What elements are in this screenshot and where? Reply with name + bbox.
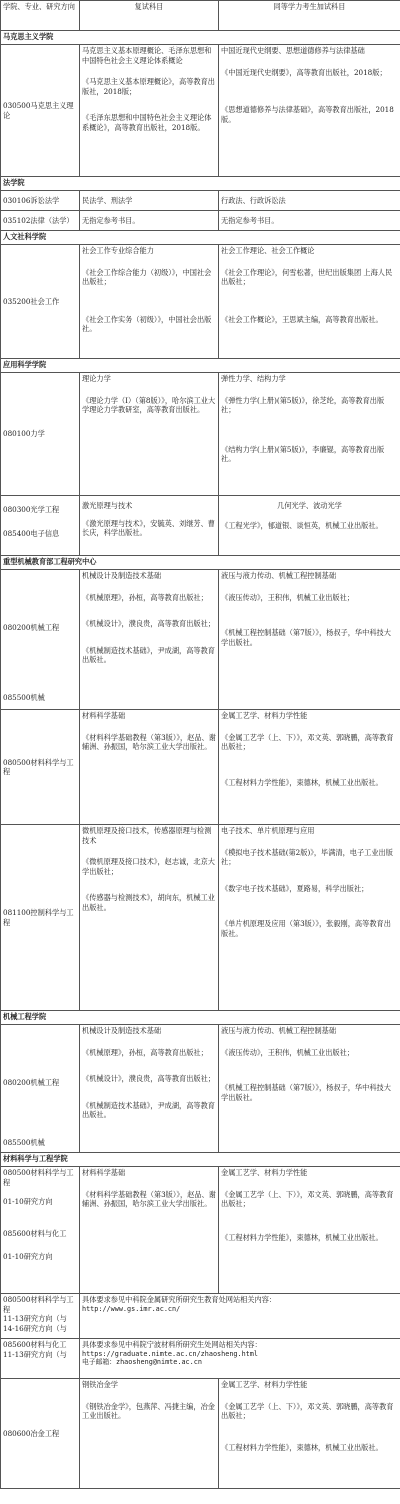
book-line: 《液压传动》，王积伟，机械工业出版社； — [221, 1047, 354, 1057]
book-line: 《数字电子技术基础》，夏路易，科学出版社； — [221, 883, 369, 893]
table-row — [1, 45, 400, 177]
header-extra-subjects: 同等学力考生加试科目 — [219, 1, 400, 31]
book-line: 《工程材料力学性能》，束德林，机械工业出版社。 — [221, 777, 383, 787]
retest-cell — [80, 245, 219, 359]
major-cell — [1, 1167, 80, 1294]
subject-line: 马克思主义基本原理概论、毛泽东思想和中国特色社会主义理论体系概论 — [82, 46, 212, 65]
extra-cell — [219, 1025, 400, 1153]
book-line: 《机械原理》，孙桓，高等教育出版社； — [82, 592, 208, 602]
table-row — [1, 496, 400, 556]
book-line: 《金属工艺学（上、下）》，邓文英、郭晓鹏，高等教育出版社； — [221, 732, 394, 751]
section-title: 机械工程学院 — [1, 1011, 400, 1025]
book-line: 《马克思主义基本原理概论》，高等教育出版社，2018版； — [82, 77, 215, 96]
note-cell — [80, 1339, 400, 1379]
major-cell — [1, 496, 80, 556]
retest-cell — [80, 373, 219, 496]
book-line: 《机械工程控制基础（第7版）》，杨叔子，华中科技大学出版社。 — [221, 1083, 391, 1102]
book-line: 《模拟电子技术基础(第2版)》，毕满清，电子工业出版社； — [221, 847, 393, 866]
table-row — [1, 191, 400, 211]
retest-cell — [80, 710, 219, 825]
subject-line: 微机原理及接口技术，传感器原理与检测技术 — [82, 826, 212, 845]
book-line: 《毛泽东思想和中国特色社会主义理论体系概论》，高等教育出版社，2018版。 — [82, 113, 212, 132]
url-line[interactable]: https://graduate.nimte.ac.cn/zhaosheng.html — [82, 1349, 258, 1358]
major-cell — [1, 1025, 80, 1153]
subject-line: 社会工作理论、社会工作概论 — [221, 246, 315, 255]
table-row — [1, 1294, 400, 1339]
subject-line: 材料科学基础 — [82, 1168, 126, 1177]
subject-line: 机械设计及制造技术基础 — [82, 571, 162, 580]
major-line: 085600材料与化工 — [3, 1228, 67, 1238]
retest-cell — [80, 1379, 219, 1489]
retest-cell — [80, 45, 219, 177]
extra-cell — [219, 496, 400, 556]
major-line: 085500机械 — [3, 1137, 45, 1147]
retest-cell — [80, 496, 219, 556]
table-row — [1, 710, 400, 825]
major-line: 080200机械工程 — [3, 623, 60, 632]
section-row — [1, 556, 400, 570]
subject-line: 激光原理与技术 — [82, 501, 133, 510]
book-line: 《结构力学(上册)(第5版)》，李廉锟，高等教育出版社。 — [221, 444, 385, 463]
major-line: 11-13研究方向（与 — [3, 1314, 67, 1323]
subject-line: 社会工作专业综合能力 — [82, 246, 154, 255]
book-line: 《微机原理及接口技术》，赵志诚，北京大学出版社； — [82, 857, 215, 876]
major-cell: 080500材料科学与工程 — [1, 710, 80, 825]
book-line: 《激光原理与技术》，安毓英、刘继芳、曹长庆，科学出版社。 — [82, 518, 215, 537]
book-line: 《社会工作理论》，何雪松著，世纪出版集团 上海人民出版社； — [221, 267, 393, 286]
subject-line: 液压与液力传动、机械工程控制基础 — [221, 1026, 337, 1035]
section-title: 人文社科学院 — [1, 231, 400, 245]
email-line[interactable]: 电子邮箱：zhaosheng@nimte.ac.cn — [82, 1358, 202, 1367]
retest-cell — [80, 1167, 219, 1294]
extra-cell — [219, 245, 400, 359]
book-line: 《工程材料力学性能》，束德林，机械工业出版社。 — [221, 1232, 383, 1242]
header-retest-subjects: 复试科目 — [80, 1, 219, 31]
major-line: 11-13研究方向（与 — [3, 1349, 67, 1359]
book-line: 《材料科学基础教程（第3版）》，赵品、谢辅洲、孙振国，哈尔滨工业大学出版社。 — [82, 1189, 216, 1208]
subject-line: 金属工艺学、材料力学性能 — [221, 1168, 308, 1177]
major-line: 080500材料科学与工程 — [3, 1295, 74, 1314]
section-row — [1, 359, 400, 373]
table-row — [1, 1167, 400, 1294]
major-line: 14-16研究方向（与 — [3, 1323, 67, 1333]
section-row — [1, 1011, 400, 1025]
book-line: 《机械设计》，濮良贵，高等教育出版社； — [82, 619, 215, 628]
table-row — [1, 1025, 400, 1153]
section-row — [1, 31, 400, 45]
major-cell — [1, 1339, 80, 1379]
subject-line: 金属工艺学、材料力学性能 — [221, 711, 308, 720]
book-line: 《机械制造技术基础》，尹成湖，高等教育出版社。 — [82, 645, 215, 664]
note-cell — [80, 1294, 400, 1339]
subject-line: 几何光学、波动光学 — [277, 501, 342, 510]
book-line: 《弹性力学(上册)(第5版)》，徐芝纶，高等教育出版社； — [221, 395, 385, 414]
retest-cell — [80, 825, 219, 1011]
extra-cell — [219, 1379, 400, 1489]
extra-cell — [219, 45, 400, 177]
book-line: 《金属工艺学（上、下）》，邓文英、郭晓鹏，高等教育出版社； — [221, 1189, 394, 1208]
subject-line: 材料科学基础 — [82, 711, 126, 720]
book-line: 《机械工程控制基础（第7版）》，杨叔子，华中科技大学出版社。 — [221, 628, 391, 647]
major-cell: 035200社会工作 — [1, 245, 80, 359]
major-line: 080300光学工程 — [3, 505, 60, 514]
subject-line: 液压与液力传动、机械工程控制基础 — [221, 571, 337, 580]
section-row — [1, 231, 400, 245]
book-line: 《机械原理》，孙桓，高等教育出版社； — [82, 1047, 208, 1057]
url-line[interactable]: http://www.gs.imr.ac.cn/ — [82, 1304, 181, 1313]
book-line: 《材料科学基础教程（第3版）》，赵品、谢辅洲、孙振国，哈尔滨工业大学出版社。 — [82, 732, 216, 751]
section-row — [1, 1153, 400, 1167]
section-title: 重型机械教育部工程研究中心 — [1, 556, 400, 570]
book-line: 《单片机原理及应用（第3版）》，张毅刚，高等教育出版社。 — [221, 919, 391, 938]
book-line: 《金属工艺学（上、下）》，邓文英、郭晓鹏，高等教育出版社； — [221, 1401, 394, 1420]
table-row — [1, 570, 400, 710]
extra-cell: 无指定参考书目。 — [219, 211, 400, 231]
retest-cell — [80, 570, 219, 710]
retest-cell — [80, 1025, 219, 1153]
book-line: 《中国近现代史纲要》，高等教育出版社，2018版； — [221, 67, 387, 77]
book-line: 《机械制造技术基础》，尹成湖，高等教育出版社。 — [82, 1100, 215, 1119]
table-header-row — [1, 1, 400, 31]
extra-cell — [219, 570, 400, 710]
book-line: 《社会工作概论》，王思斌主编，高等教育出版社。 — [221, 314, 383, 324]
section-row — [1, 177, 400, 191]
subject-line: 中国近现代史纲要、思想道德修养与法律基础 — [221, 46, 365, 55]
major-line: 085600材料与化工 — [3, 1340, 67, 1349]
major-cell: 080600冶金工程 — [1, 1379, 80, 1489]
major-cell: 030106诉讼法学 — [1, 191, 80, 211]
book-line: 《传感器与检测技术》，胡向东，机械工业出版社。 — [82, 893, 215, 912]
book-line: 《工程光学》，郁道银、谈恒英，机械工业出版社。 — [221, 520, 383, 530]
section-title: 应用科学学院 — [1, 359, 400, 373]
subject-line: 电子技术、单片机原理与应用 — [221, 826, 315, 835]
table-row — [1, 211, 400, 231]
subject-line: 机械设计及制造技术基础 — [82, 1026, 162, 1035]
subject-line: 弹性力学、结构力学 — [221, 374, 286, 383]
section-title: 法学院 — [1, 177, 400, 191]
table-row — [1, 245, 400, 359]
table-row — [1, 1339, 400, 1379]
book-line: 《理论力学（I）（第8版）》，哈尔滨工业大学理论力学教研室，高等教育出版社。 — [82, 395, 216, 414]
extra-cell — [219, 1167, 400, 1294]
table-row — [1, 825, 400, 1011]
major-line: 01-10研究方向 — [3, 1197, 53, 1206]
major-cell — [1, 1294, 80, 1339]
book-line: 《钢铁冶金学》，包燕萍、冯捷主编，冶金工业出版社。 — [82, 1401, 215, 1420]
major-line: 080500材料科学与工程 — [3, 1168, 74, 1187]
extra-cell: 行政法、行政诉讼法 — [219, 191, 400, 211]
subject-line: 钢铁冶金学 — [82, 1380, 118, 1389]
major-cell: 030500马克思主义理论 — [1, 45, 80, 177]
major-cell — [1, 570, 80, 710]
book-line: 《液压传动》，王积伟，机械工业出版社； — [221, 592, 354, 602]
major-line: 085400电子信息 — [3, 528, 60, 538]
major-line: 085500机械 — [3, 692, 45, 702]
major-line: 01-10研究方向 — [3, 1252, 53, 1261]
retest-cell: 无指定参考书目。 — [80, 211, 219, 231]
extra-cell — [219, 825, 400, 1011]
extra-cell — [219, 373, 400, 496]
book-line: 《社会工作综合能力（初级）》，中国社会出版社； — [82, 267, 212, 286]
note-line: 具体要求参见中科院金属研究所研究生教育处网站相关内容： — [82, 1295, 277, 1304]
table-row — [1, 1379, 400, 1489]
book-line: 《社会工作实务（初级）》，中国社会出版社。 — [82, 314, 212, 333]
major-cell: 080100力学 — [1, 373, 80, 496]
subject-line: 金属工艺学、材料力学性能 — [221, 1380, 308, 1389]
retest-cell: 民法学、刑法学 — [80, 191, 219, 211]
header-college-major: 学院、专业、研究方向 — [1, 1, 80, 31]
major-cell: 081100控制科学与工程 — [1, 825, 80, 1011]
book-line: 《机械设计》，濮良贵，高等教育出版社； — [82, 1074, 215, 1083]
subject-line: 理论力学 — [82, 374, 111, 383]
extra-cell — [219, 710, 400, 825]
major-cell: 035102法律（法学） — [1, 211, 80, 231]
section-title: 马克思主义学院 — [1, 31, 400, 45]
book-line: 《思想道德修养与法律基础》，高等教育出版社，2018版。 — [221, 105, 394, 124]
major-line: 080200机械工程 — [3, 1078, 60, 1087]
note-line: 具体要求参见中科院宁波材料所研究生处网站相关内容： — [82, 1340, 262, 1349]
table-row — [1, 373, 400, 496]
book-line: 《工程材料力学性能》，束德林，机械工业出版社。 — [221, 1442, 383, 1452]
section-title: 材料科学与工程学院 — [1, 1153, 400, 1167]
